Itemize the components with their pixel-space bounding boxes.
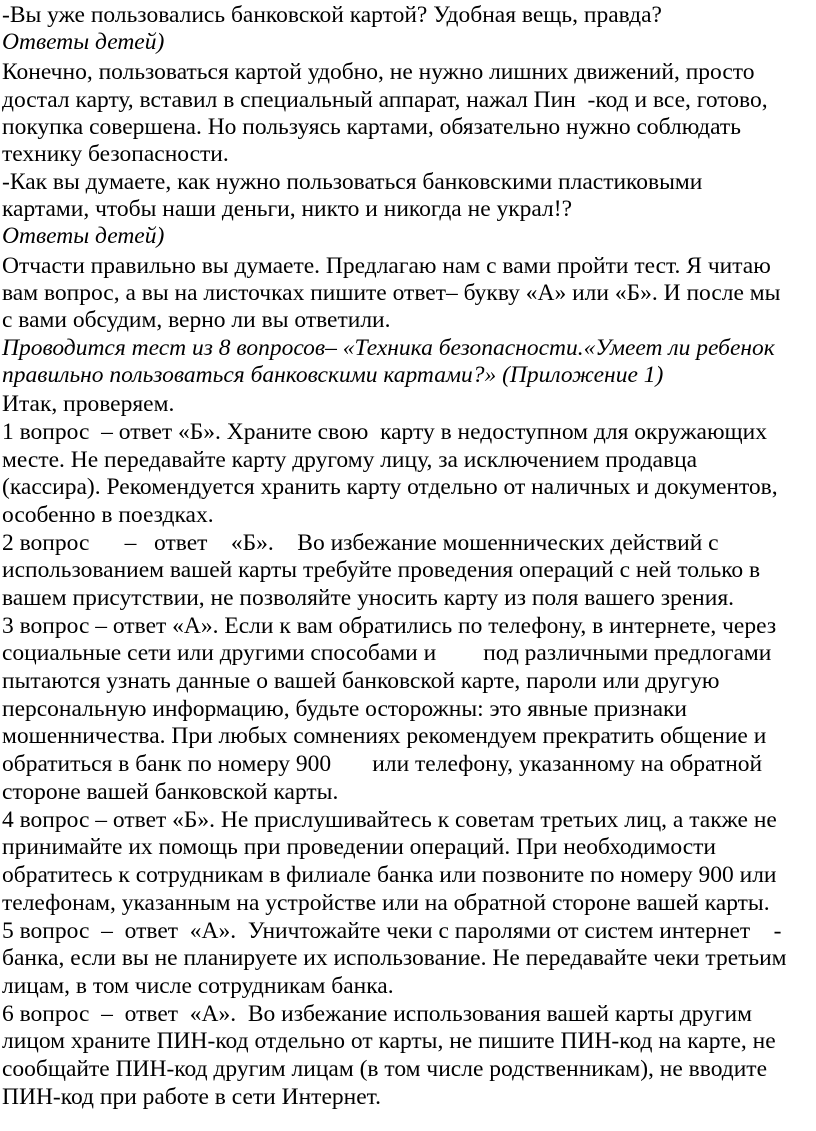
text-line: обратиться в банк по номеру 900 или телефону, указанному на обратной: [2, 751, 763, 777]
text-line: с вами обсудим, верно ли вы ответили.: [2, 307, 391, 333]
text-line: (кассира). Рекомендуется хранить карту отдельно от наличных и документов,: [2, 474, 778, 500]
text-line: технику безопасности.: [2, 141, 229, 167]
text-line: Итак, проверяем.: [2, 391, 175, 417]
text-line: стороне вашей банковской карты.: [2, 779, 339, 805]
text-line: -Как вы думаете, как нужно пользоваться банковскими пластиковыми: [2, 169, 703, 195]
text-line: сообщайте ПИН-код другим лицам (в том числе родственникам), не вводите: [2, 1056, 768, 1082]
text-line: лицам, в том числе сотрудникам банка.: [2, 973, 394, 999]
text-line: лицом храните ПИН-код отдельно от карты, не пишите ПИН-код на карте, не: [2, 1028, 776, 1054]
text-line: 6 вопрос – ответ «А». Во избежание использования вашей карты другим: [2, 1001, 752, 1027]
text-line: вам вопрос, а вы на листочках пишите ответ– букву «А» или «Б». И после мы: [2, 280, 781, 306]
text-line: мошенничества. При любых сомнениях рекомендуем прекратить общение и: [2, 723, 767, 749]
text-line: персональную информацию, будьте осторожны: это явные признаки: [2, 696, 687, 722]
text-line: 3 вопрос – ответ «А». Если к вам обратились по телефону, в интернете, через: [2, 613, 777, 639]
text-line: достал карту, вставил в специальный аппарат, нажал Пин -код и все, готово,: [2, 87, 768, 113]
text-line: -Вы уже пользовались банковской картой? Удобная вещь, правда?: [2, 2, 662, 28]
text-line: 5 вопрос – ответ «А». Уничтожайте чеки с паролями от систем интернет -: [2, 918, 782, 944]
text-line: 1 вопрос – ответ «Б». Храните свою карту в недоступном для окружающих: [2, 419, 767, 445]
text-line: 4 вопрос – ответ «Б». Не прислушивайтесь к советам третьих лиц, а также не: [2, 807, 777, 833]
text-line: Ответы детей): [2, 29, 165, 55]
text-line: 2 вопрос – ответ «Б». Во избежание мошеннических действий с: [2, 530, 719, 556]
text-line: картами, чтобы наши деньги, никто и никогда не украл!?: [2, 196, 573, 222]
text-line: обратитесь к сотрудникам в филиале банка или позвоните по номеру 900 или: [2, 862, 777, 888]
text-line: покупка совершена. Но пользуясь картами, обязательно нужно соблюдать: [2, 114, 741, 140]
text-line: особенно в поездках.: [2, 502, 214, 528]
text-line: банка, если вы не планируете их использование. Не передавайте чеки третьим: [2, 945, 787, 971]
text-line: Конечно, пользоваться картой удобно, не нужно лишних движений, просто: [2, 59, 755, 85]
text-line: ПИН-код при работе в сети Интернет.: [2, 1084, 382, 1110]
text-line: пытаются узнать данные о вашей банковской карте, пароли или другую: [2, 668, 720, 694]
text-line: принимайте их помощь при проведении операций. При необходимости: [2, 834, 717, 860]
text-line: правильно пользоваться банковскими картами?» (Приложение 1): [2, 362, 664, 388]
text-line: социальные сети или другими способами и под различными предлогами: [2, 640, 772, 666]
text-line: Отчасти правильно вы думаете. Предлагаю нам с вами пройти тест. Я читаю: [2, 253, 771, 279]
text-line: Проводится тест из 8 вопросов– «Техника безопасности.«Умеет ли ребенок: [2, 335, 775, 361]
text-line: Ответы детей): [2, 223, 165, 249]
text-line: использованием вашей карты требуйте проведения операций с ней только в: [2, 557, 761, 583]
text-line: телефонам, указанным на устройстве или на обратной стороне вашей карты.: [2, 890, 770, 916]
text-line: месте. Не передавайте карту другому лицу, за исключением продавца: [2, 447, 698, 473]
text-line: вашем присутствии, не позволяйте уносить карту из поля вашего зрения.: [2, 585, 734, 611]
